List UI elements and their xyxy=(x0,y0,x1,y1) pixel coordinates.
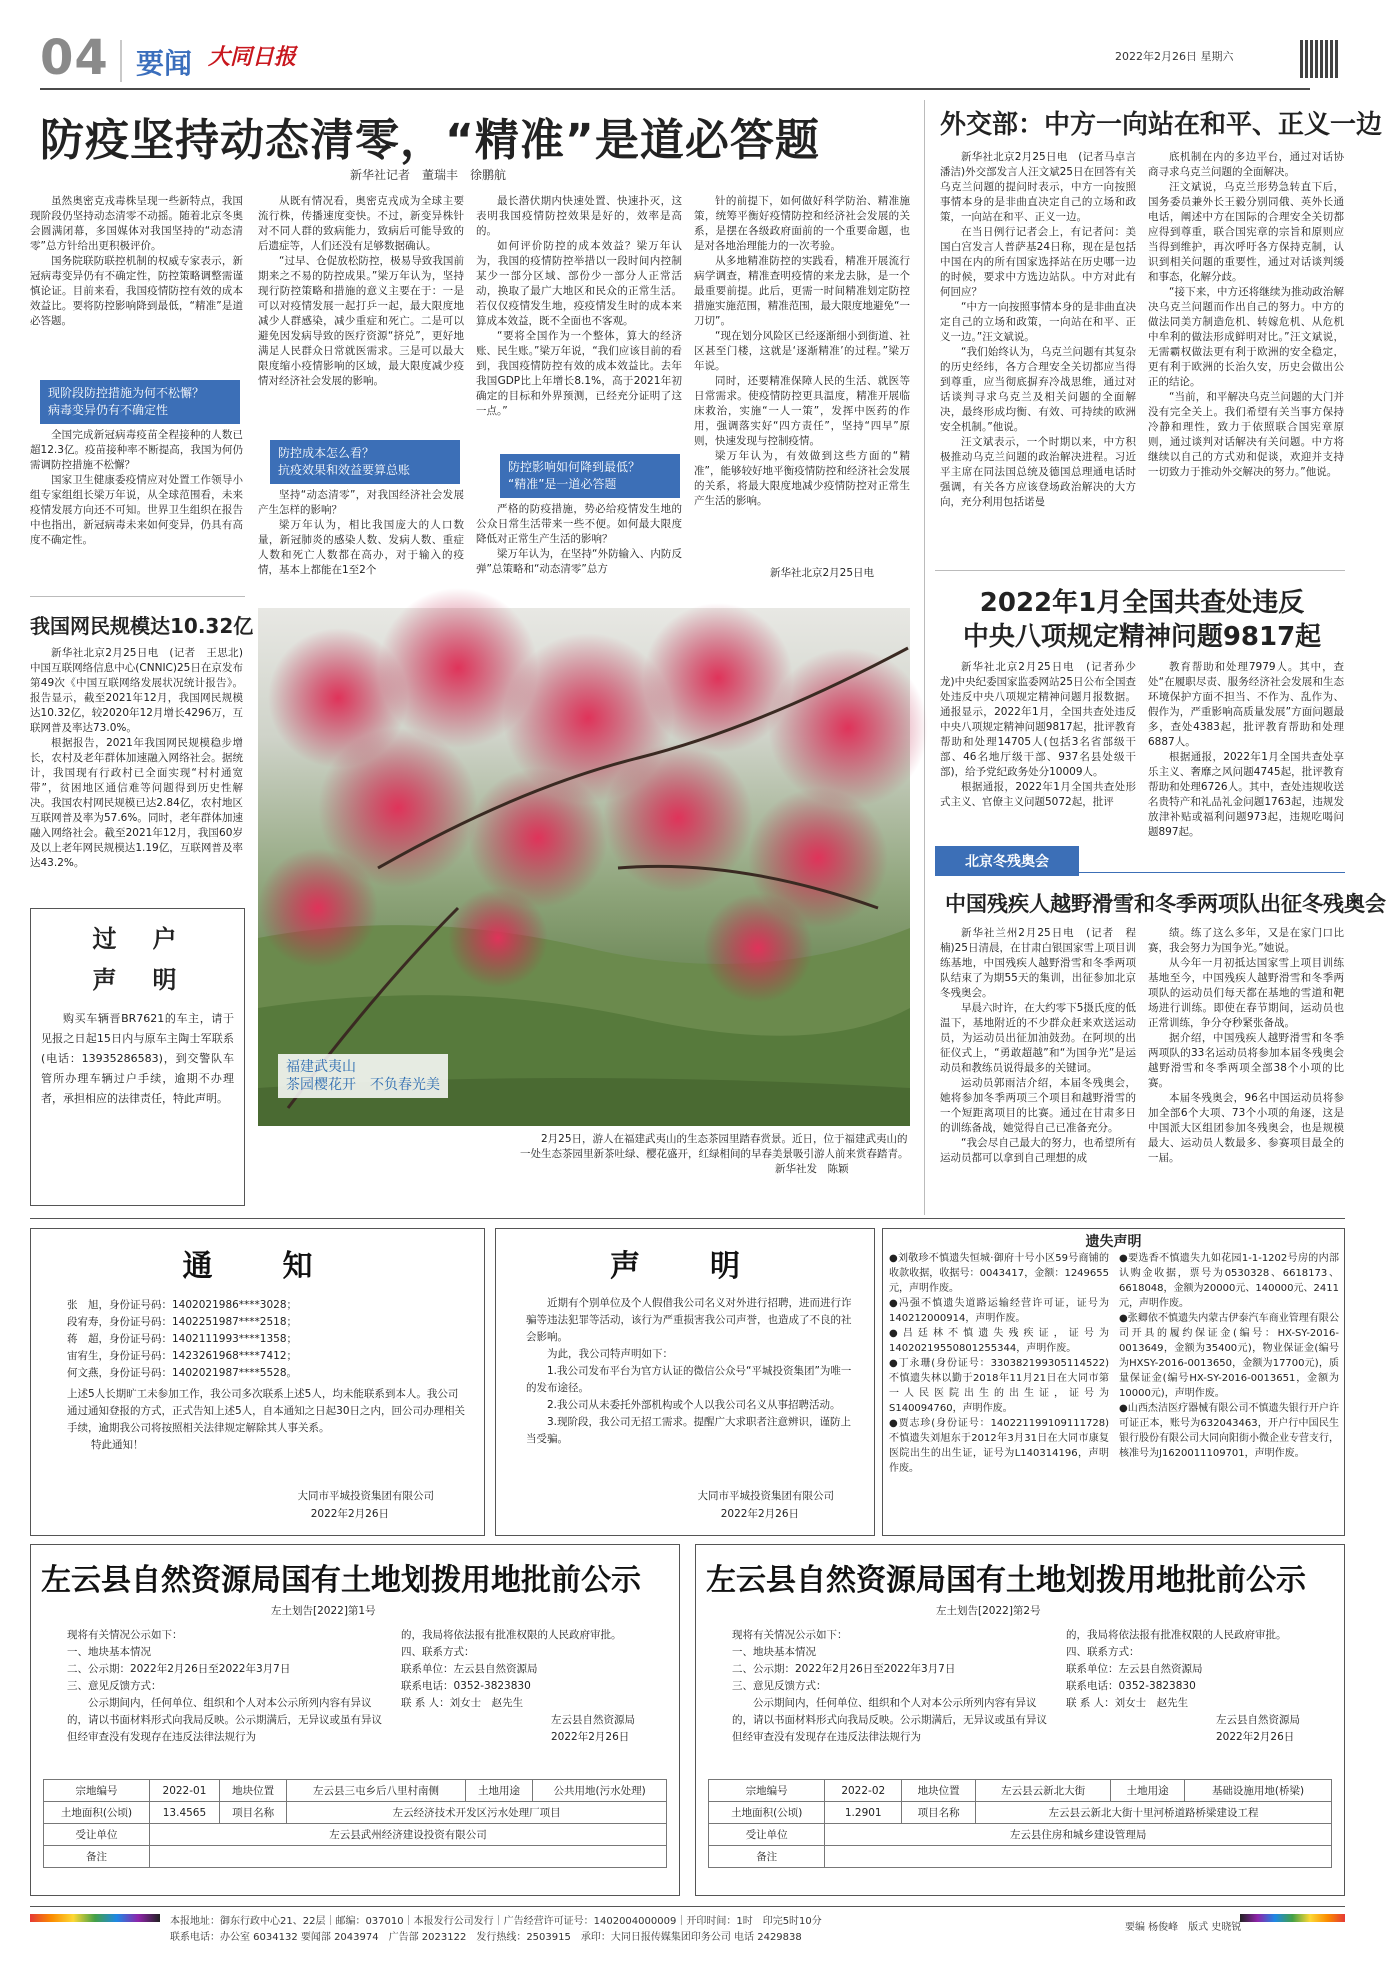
foreign-title: 外交部：中方一向站在和平、正义一边 xyxy=(940,110,1383,140)
land-notice-2 xyxy=(695,1544,1345,1896)
main-col-1b xyxy=(30,428,243,548)
land-title: 左云县自然资源局国有土地划拨用地批前公示 xyxy=(41,1563,641,1598)
land-line: 三、意见反馈方式： xyxy=(67,1680,162,1692)
table-cell: 受让单位 xyxy=(44,1824,150,1846)
paragraph: “接下来，中方还将继续为推动政治解决乌克兰问题而作出自己的努力。中方的做法同美方制造危机、转嫁危机、从危机中牟利的做法形成鲜明对比。”汪文斌说，无需霸权做法更有利于欧洲的安全稳定，更有利于欧洲的长治久安，历史会做出公正的结论。 xyxy=(1148,286,1344,388)
list-item: 蒋 超，身份证号码：1402111993****1358； xyxy=(67,1333,298,1345)
color-registration-bar xyxy=(1240,1914,1345,1922)
paragraph: 本届冬残奥会，96名中国运动员将参加全部6个大项、73个小项的角逐，这是中国派大区组团参加冬残奥会，也是规模最大、运动员人数最多、参赛项目最全的一届。 xyxy=(1148,1092,1344,1164)
subhead-box-1: 现阶段防控措施为何不松懈？ 病毒变异仍有不确定性 xyxy=(40,380,240,424)
main-dateline: 新华社北京2月25日电 xyxy=(770,567,875,579)
lost-title: 遗失声明 xyxy=(1085,1234,1142,1250)
land-line: 联系单位：左云县自然资源局 xyxy=(1066,1663,1203,1675)
photo-caption: 2月25日，游人在福建武夷山的生态茶园里踏春赏景。近日，位于福建武夷山的一处生态茶园里新茶吐绿、樱花盛开，红绿相间的早春美景吸引游人前来赏春踏青。 xyxy=(520,1133,909,1160)
paragraph: 从既有情况看，奥密克戎成为全球主要流行株，传播速度变快。不过，新变异株针对不同人群的致病能力，致病后可能导致的后遗症等，人们还没有足够数据确认。 xyxy=(258,195,464,252)
list-item: 段宥寿，身份证号码：1402251987****2518； xyxy=(67,1316,298,1328)
table-cell: 左云县武州经济建设投资有限公司 xyxy=(150,1824,667,1846)
table-cell: 左云县三屯乡后八里村南侧 xyxy=(287,1780,465,1802)
land-line: 二、公示期：2022年2月26日至2022年3月7日 xyxy=(732,1663,956,1675)
land-date: 2022年2月26日 xyxy=(551,1731,630,1743)
paragraph: 梁万年认为，在坚持“外防输入、内防反弹”总策略和“动态清零”总方 xyxy=(476,548,682,575)
paragraph: 全国完成新冠病毒疫苗全程接种的人数已超12.3亿。疫苗接种率不断提高，我国为何仍需调防控措施不松懈？ xyxy=(30,429,243,471)
paragraph: 国务院联防联控机制的权威专家表示，新冠病毒变异仍有不确定性，防控策略调整需谨慎论证。目前来看，我国疫情防控有效的成本效益比。要将防控影响降到最低，“精准”是道必答题。 xyxy=(30,255,243,327)
paragraph: 底机制在内的多边平台，通过对话协商寻求乌克兰问题的全面解决。 xyxy=(1148,151,1344,178)
land-intro: 现将有关情况公示如下： xyxy=(67,1629,183,1641)
land-line: 联系电话：0352-3823830 xyxy=(1066,1680,1196,1692)
paragraph: 坚持“动态清零”，对我国经济社会发展产生怎样的影响？ xyxy=(258,489,464,516)
statement-title: 声 明 xyxy=(610,1249,760,1284)
statement-body: 近期有个别单位及个人假借我公司名义对外进行招聘，进而进行诈骗等违法犯罪等活动，该行为严重损害我公司声誉，也造成了不良的社会影响。 xyxy=(526,1297,852,1343)
paragraph: 新华社北京2月25日电 (记者孙少龙)中央纪委国家监委网站25日公布全国查处违反中央八项规定精神问题月报数据。通报显示，2022年1月，全国共查处违反中央八项规定精神问题9817起，批评教育帮助和处理14705人(包括3名省部级干部、46名地厅级干部、937名县处级干部)，给予党纪政务处分10009人。 xyxy=(940,661,1136,778)
list-item: 1.我公司发布平台为官方认证的微信公众号“平城投资集团”为唯一的发布途径。 xyxy=(526,1365,852,1394)
paragraph: 根据通报，2022年1月全国共查处形式主义、官僚主义问题5072起，批评 xyxy=(940,781,1136,808)
land-notice-1 xyxy=(30,1544,680,1896)
winter-col-2 xyxy=(1148,926,1344,1211)
paragraph: “现在划分风险区已经逐渐细小到街道、社区甚至门楼，这就是‘逐渐精准’的过程。”梁万年说。 xyxy=(694,330,910,372)
foreign-col-1 xyxy=(940,150,1147,560)
main-col-4 xyxy=(694,194,910,570)
list-item: 3.现阶段，我公司无招工需求。提醒广大求职者注意辨识，谨防上当受骗。 xyxy=(526,1416,852,1445)
statement-body: 为此，我公司特声明如下： xyxy=(547,1348,673,1360)
newspaper-logo: 大同日报 xyxy=(208,44,297,70)
paragraph: 新华社北京2月25日电 (记者马卓言 潘洁)外交部发言人汪文斌25日在回答有关乌克兰问题的提问时表示，中方一向按照事情本身的是非曲直决定自己的立场和政策，一向站在和平、正义一边。 xyxy=(940,151,1147,223)
main-col-2 xyxy=(258,194,464,389)
notice-list xyxy=(31,1285,484,1382)
subhead-box-2: 防控成本怎么看？ 抗疫效果和效益要算总账 xyxy=(270,440,460,484)
land-line: 四、联系方式： xyxy=(1066,1646,1140,1658)
table-cell: 土地面积(公顷) xyxy=(709,1802,825,1824)
discipline-title-1: 2022年1月全国共查处违反 xyxy=(979,588,1305,618)
ad-section-rule xyxy=(30,1218,1345,1219)
photo-credit: 新华社发 陈颖 xyxy=(775,1163,849,1175)
main-article-byline: 新华社记者 董瑞丰 徐鹏航 xyxy=(350,168,507,182)
footer-rule xyxy=(30,1906,1345,1907)
paragraph: 据介绍，中国残疾人越野滑雪和冬季两项队的33名运动员将参加本届冬残奥会越野滑雪和冬季两项全部38个小项的比赛。 xyxy=(1148,1032,1344,1089)
issue-date: 2022年2月26日 星期六 xyxy=(1115,50,1234,63)
photo-caption-box xyxy=(278,1054,448,1098)
statement-box xyxy=(495,1228,875,1536)
notice-date: 2022年2月26日 xyxy=(310,1508,389,1520)
land-line: 公示期间内，任何单位、组织和个人对本公示所列内容有异议的，请以书面材料形式向我局反映。公示期满后，无异议或虽有异议但经审查没有发现存在违反法律法规行为 xyxy=(67,1697,382,1743)
paragraph: 梁万年认为，相比我国庞大的人口数量，新冠肺炎的感染人数、发病人数、重症人数和死亡人数都在高办，对于输入的疫情，基本上都能在1至2个 xyxy=(258,519,464,576)
land-sign: 左云县自然资源局 xyxy=(551,1714,635,1726)
main-col-3b xyxy=(476,502,682,577)
paragraph: 最长潜伏期内快速处置、快速扑灭，这表明我国疫情防控效果是好的，效率是高的。 xyxy=(476,195,682,237)
land-left xyxy=(732,1627,1052,1746)
list-item: 宙宥生，身份证号码：1423261968****7412； xyxy=(67,1350,298,1362)
land-right xyxy=(1066,1627,1326,1746)
statement-date: 2022年2月26日 xyxy=(720,1508,799,1520)
section-divider xyxy=(30,596,245,597)
paragraph: 从多地精准防控的实践看，精准开展流行病学调查，精准查明疫情的来龙去脉，是一个最重要前提。此后，更需一时间精准划定防控措施实施范围，精准范围，最大限度地避免“一刀切”。 xyxy=(694,255,910,327)
table-cell: 土地用途 xyxy=(465,1780,532,1802)
table-cell: 宗地编号 xyxy=(44,1780,150,1802)
paragraph: 新华社北京2月25日电 (记者 王思北)中国互联网络信息中心(CNNIC)25日在京发布第49次《中国互联网络发展状况统计报告》。报告显示，截至2021年12月，我国网民规模达10.32亿，较2020年12月增长4296万，互联网普及率达73.0%。 xyxy=(30,647,243,734)
notice-title: 通 知 xyxy=(182,1249,333,1284)
land-left xyxy=(67,1627,387,1746)
list-item: 张 旭，身份证号码：1402021986****3028； xyxy=(67,1299,298,1311)
lost-col-1 xyxy=(889,1251,1109,1533)
table-cell: 土地面积(公顷) xyxy=(44,1802,150,1824)
table-cell: 1.2901 xyxy=(825,1802,902,1824)
main-article-title: 防疫坚持动态清零，“精准”是道必答题 xyxy=(40,115,820,166)
list-item: ●刘敬珍不慎遗失恒城·御府十号小区59号商铺的收款收据，收据号：0043417，金额：1249655元，声明作废。 xyxy=(889,1253,1109,1294)
list-item: ●吕廷林不慎遗失残疾证，证号为14020219550801255344，声明作废。 xyxy=(889,1328,1109,1354)
paragraph: 根据通报，2022年1月全国共查处享乐主义、奢靡之风问题4745起，批评教育帮助和处理6726人。其中，查处违规收送名贵特产和礼品礼金问题1763起，违规发放津补贴或福利问题973起，违规吃喝问题897起。 xyxy=(1148,751,1344,838)
discipline-title-2: 中央八项规定精神问题9817起 xyxy=(962,622,1322,652)
land-line: 联 系 人：刘女士 赵先生 xyxy=(401,1697,524,1709)
main-col-1 xyxy=(30,194,243,329)
paragraph: “我们始终认为，乌克兰问题有其复杂的历史经纬，各方合理安全关切都应当得到尊重，应当彻底摒弃冷战思维，通过对话谈判寻求乌克兰及相关问题的全面解决，最终形成均衡、有效、可持续的欧洲安全机制。”他说。 xyxy=(940,346,1136,433)
paragraph: “要将全国作为一个整体，算大的经济账、民生账。”梁万年说，“我们应该目前的看到，我国疫情防控有效的成本效益比。去年我国GDP比上年增长8.1%，高于2021年初确定的目标和外界预测，已经充分证明了这一点。” xyxy=(476,330,682,417)
footer-editor: 要编 杨俊峰 版式 史晓锐 xyxy=(1125,1922,1242,1933)
list-item: 2.我公司从未委托外部机构或个人以我公司名义从事招聘活动。 xyxy=(547,1399,841,1411)
subhead-box-3: 防控影响如何降到最低？ “精准”是一道必答题 xyxy=(500,454,680,498)
paragraph: “当前，和平解决乌克兰问题的大门并没有完全关上。我们希望有关当事方保持冷静和理性，致力于依照联合国宪章原则，通过谈判对话解决有关问题。中方将继续以自己的方式劝和促谈，欢迎并支持一切致力于推动外交解决的努力。”他说。 xyxy=(1148,391,1344,478)
land-line: 公示期间内，任何单位、组织和个人对本公示所列内容有异议的，请以书面材料形式向我局反映。公示期满后，无异议或虽有异议但经审查没有发现存在违反法律法规行为 xyxy=(732,1697,1047,1743)
table-cell: 左云县云新北大街十里河桥道路桥梁建设工程 xyxy=(976,1802,1332,1824)
notice-body: 上述5人长期旷工未参加工作，我公司多次联系上述5人，均未能联系到本人。我公司通过通知登报的方式，正式告知上述5人，自本通知之日起30日之内，回公司办理相关手续，逾期我公司将按照相关法律规定解除其人事关系。 xyxy=(67,1388,466,1434)
land-table xyxy=(708,1779,1332,1868)
land-line: 的，我局将依法报有批准权限的人民政府审批。 xyxy=(401,1629,622,1641)
photo-illustration xyxy=(258,608,910,1126)
land-line: 三、意见反馈方式： xyxy=(732,1680,827,1692)
table-cell: 2022-01 xyxy=(150,1780,220,1802)
table-cell: 公共用地(污水处理) xyxy=(533,1780,667,1802)
land-intro: 现将有关情况公示如下： xyxy=(732,1629,848,1641)
paragraph: 早晨六时许，在大约零下5摄氏度的低温下，基地附近的不少群众赶来欢送运动员，为运动员出征加油鼓劲。在阿坝的出征仪式上，“勇敢超越”和“为国争光”是运动员和教练员说得最多的关键词。 xyxy=(940,1002,1136,1074)
list-item: 何文燕，身份证号码：1402021987****5528。 xyxy=(67,1367,298,1379)
paragraph: 国家卫生健康委疫情应对处置工作领导小组专家组组长梁万年说，从全球范围看，未来疫情发展方向还不可知。世界卫生组织在报告中也指出，新冠病毒未来如何变异，仍具有高度不确定性。 xyxy=(30,474,243,546)
land-date: 2022年2月26日 xyxy=(1216,1731,1295,1743)
transfer-body: 购买车辆晋BR7621的车主，请于见报之日起15日内与原车主陶士军联系(电话：13935286583)，到交警队车管所办理车辆过户手续，逾期不办理者，承担相应的法律责任，特此声明。 xyxy=(41,1012,234,1105)
list-item: ●要选香不慎遗失九如花园1-1-1202号房的内部认购金收据，票号为0530328、6618173、6618048，金额为20000元、140000元、2411元，声明作废。 xyxy=(1119,1253,1339,1309)
paragraph: 针的前提下，如何做好科学防治、精准施策，统筹平衡好疫情防控和经济社会发展的关系，是摆在各级政府面前的一个重要命题，也是对各地治理能力的一次考验。 xyxy=(694,195,910,252)
paragraph: 汪文斌说，乌克兰形势急转直下后，国务委员兼外长王毅分别同俄、英外长通电话，阐述中方在国际的合理安全关切都应得到尊重，联合国宪章的宗旨和原则应当得到维护，再次呼吁各方保持克制，认识到相关问题的重要性，通过对话谈判缓和事态，化解分歧。 xyxy=(1148,181,1344,283)
land-line: 联系单位：左云县自然资源局 xyxy=(401,1663,538,1675)
column-divider xyxy=(924,100,925,1215)
main-col-2b xyxy=(258,488,464,578)
paragraph: 从今年一月初抵达国家雪上项目训练基地至今，中国残疾人越野滑雪和冬季两项队的运动员们每天都在基地的雪道和靶场进行训练。即使在春节期间，运动员也正常训练，争分夺秒紧张备战。 xyxy=(1148,957,1344,1029)
paragraph: 虽然奥密克戎毒株呈现一些新特点，我国现阶段仍坚持动态清零不动摇。随着北京冬奥会圆满闭幕，多国媒体对我国坚持的“动态清零”总方针给出更积极评价。 xyxy=(30,195,243,252)
table-cell: 左云县住房和城乡建设管理局 xyxy=(825,1824,1332,1846)
paragraph: 梁万年认为，有效做到这些方面的“精准”，能够较好地平衡疫情防控和经济社会发展的关系，将最大限度地减少疫情防控对正常生产生活的影响。 xyxy=(694,450,910,507)
land-line: 一、地块基本情况 xyxy=(732,1646,816,1658)
list-item: ●张卿依不慎遗失内蒙古伊泰汽车商业管理有限公司开具的履约保证金(编号：HX-SY-2016-0013649，金额为35400元)，物业保证金(编号为HXSY-2016-0013650，金额为17700元)，质量保证金(编号HX-SY-2016-0013651，金额为10000元)，声明作废。 xyxy=(1119,1313,1339,1399)
paragraph: 运动员郭雨洁介绍，本届冬残奥会，她将参加冬季两项三个项目和越野滑雪的一个短距离项目的比赛。通过在甘肃多日的训练备战，她觉得自己已准备充分。 xyxy=(940,1077,1136,1134)
page-number: 04 xyxy=(40,30,109,86)
paragraph: 在当日例行记者会上，有记者问：美国白宫发言人普萨基24日称，现在是包括中国在内的所有国家选择站在历史哪一边的时候，要求中方选边站队。中方对此有何回应？ xyxy=(940,226,1136,298)
table-cell: 项目名称 xyxy=(902,1802,976,1824)
table-cell: 受让单位 xyxy=(709,1824,825,1846)
netizens-title: 我国网民规模达10.32亿 xyxy=(30,614,254,638)
table-cell: 地块位置 xyxy=(902,1780,976,1802)
paragraph: “过早、仓促放松防控，极易导致我国前期来之不易的防控成果。”梁万年认为，坚持现行防控策略和措施的意义主要在于：一是可以对疫情发展一起打乒一起，最大限度地减少人群感染，减少重症和死亡。二是可以避免因发病导致的医疗资源“挤兑”，更好地满足人民群众日常就医需求。三是可以最大限度缩小疫情影响的区域，最大限度减少疫情对经济社会发展的影响。 xyxy=(258,255,464,387)
land-subtitle: 左土划告[2022]第1号 xyxy=(271,1605,376,1617)
land-line: 联系电话：0352-3823830 xyxy=(401,1680,531,1692)
table-cell: 13.4565 xyxy=(150,1802,220,1824)
table-cell xyxy=(825,1846,1332,1868)
table-cell xyxy=(150,1846,667,1868)
paragraph: 绩。练了这么多年，又是在家门口比赛，我会努力为国争光。”她说。 xyxy=(1148,927,1344,954)
land-line: 一、地块基本情况 xyxy=(67,1646,151,1658)
transfer-box xyxy=(30,908,245,1206)
blossom-cluster xyxy=(258,588,928,1003)
list-item: ●山西杰洁医疗器械有限公司不慎遗失银行开户许可证正本，账号为632043463，开户行中国民生银行股份有限公司大同向阳街小微企业专营支行，核准号为J1620011109701，声明作废。 xyxy=(1119,1403,1339,1459)
lost-col-2 xyxy=(1119,1251,1339,1533)
paragraph: 严格的防疫措施，势必给疫情发生地的公众日常生活带来一些不便。如何最大限度降低对正常生产生活的影响？ xyxy=(476,503,682,545)
transfer-title-2: 声 明 xyxy=(92,966,183,994)
list-item: ●贾志珍(身份证号：140221199109111728)不慎遗失刘旭东于2012年3月31日在大同市康复医院出生的出生证，证号为L140314196，声明作废。 xyxy=(889,1418,1109,1474)
section-name: 要闻 xyxy=(136,47,193,80)
paragraph: 如何评价防控的成本效益？梁万年认为，我国的疫情防控举措以一段时间内控制某少一部分区域、部份少一部分人正常活动，换取了最广大地区和民众的正常生活。若仅仅疫情发生地，疫疫情发生时的成本来算成本效益，既不全面也不客观。 xyxy=(476,240,682,327)
photo-caption-line-2: 茶园樱花开 不负春光美 xyxy=(286,1077,440,1093)
land-line: 的，我局将依法报有批准权限的人民政府审批。 xyxy=(1066,1629,1287,1641)
transfer-title-1: 过 户 xyxy=(92,925,183,953)
list-item: ●冯强不慎遗失道路运输经营许可证，证号为140212000914，声明作废。 xyxy=(889,1298,1109,1324)
land-line: 四、联系方式： xyxy=(401,1646,475,1658)
land-table xyxy=(43,1779,667,1868)
paragraph: 新华社兰州2月25日电 (记者 程楠)25日清晨，在甘肃白银国家雪上项目训练基地，中国残疾人越野滑雪和冬季两项队结束了为期55天的集训，出征参加北京冬残奥会。 xyxy=(940,927,1136,999)
main-col-3 xyxy=(476,194,682,419)
tag-rule xyxy=(935,872,1345,873)
list-item: ●丁永珊(身份证号：330382199305114522)不慎遗失林以勤于2018年11月21日在大同市第一人民医院出生的出生证，证号为S140094760，声明作废。 xyxy=(889,1358,1109,1414)
table-cell: 宗地编号 xyxy=(709,1780,825,1802)
discipline-col-2 xyxy=(1148,660,1344,840)
land-line: 二、公示期：2022年2月26日至2022年3月7日 xyxy=(67,1663,291,1675)
paragraph: 教育帮助和处理7979人。其中，查处“在履职尽责、服务经济社会发展和生态环境保护方面不担当、不作为、乱作为、假作为，严重影响高质量发展”方面问题最多，查处4383起，批评教育帮助和处理6887人。 xyxy=(1148,661,1344,748)
table-cell: 备注 xyxy=(709,1846,825,1868)
land-title: 左云县自然资源局国有土地划拨用地批前公示 xyxy=(706,1563,1306,1598)
table-cell: 备注 xyxy=(44,1846,150,1868)
paragraph: 同时，还要精准保障人民的生活、就医等日常需求。使疫情防控更具温度，精准开展临床救治，实施“一人一策”，发挥中医药的作用，强调落实好“四方责任”，坚持“四早”原则，快速发现与控制疫情。 xyxy=(694,375,910,447)
table-cell: 左云县云新北大街 xyxy=(976,1780,1111,1802)
photo-caption-line-1: 福建武夷山 xyxy=(286,1059,356,1075)
header-separator xyxy=(120,40,122,82)
land-right xyxy=(401,1627,661,1746)
table-cell: 2022-02 xyxy=(825,1780,902,1802)
land-line: 联 系 人：刘女士 赵先生 xyxy=(1066,1697,1189,1709)
table-cell: 左云经济技术开发区污水处理厂项目 xyxy=(287,1802,667,1824)
paragraph: “我会尽自己最大的努力，也希望所有运动员都可以拿到自己理想的成 xyxy=(940,1137,1136,1164)
table-cell: 项目名称 xyxy=(219,1802,286,1824)
netizens-body xyxy=(30,646,243,896)
discipline-col-1 xyxy=(940,660,1136,840)
table-cell: 土地用途 xyxy=(1111,1780,1185,1802)
qr-code-icon xyxy=(1300,40,1338,78)
notice-sign: 大同市平城投资集团有限公司 xyxy=(297,1490,434,1502)
color-registration-bar xyxy=(30,1914,160,1922)
footer-line-2: 联系电话：办公室 6034132 要闻部 2043974 广告部 2023122 发行热线：2503915 承印：大同日报传媒集团印务公司 电话 2429838 xyxy=(170,1932,802,1943)
footer-line-1: 本报地址：御东行政中心21、22层｜邮编：037010｜本报发行公司发行｜广告经营许可证号：1402004000009｜开印时间：1时 印完5时10分 xyxy=(170,1916,822,1927)
table-cell: 地块位置 xyxy=(219,1780,286,1802)
paragraph: 汪文斌表示，一个时期以来，中方积极推动乌克兰问题的政治解决进程。习近平主席在同法国总统及德国总理通电话时强调，有关各方应该登场政治解决的大方向，充分利用包括诺曼 xyxy=(940,436,1136,508)
paragraph: 根据报告，2021年我国网民规模稳步增长，农村及老年群体加速融入网络社会。据统计，我国现有行政村已全面实现“村村通宽带”，贫困地区通信难等问题得到历史性解决。我国农村网民规模已达2.84亿，农村地区互联网普及率为57.6%。同时，老年群体加速融入网络社会。截至2021年12月，我国60岁及以上老年网民规模达1.19亿，互联网普及率达43.2%。 xyxy=(30,737,243,869)
table-cell: 基础设施用地(桥梁) xyxy=(1185,1780,1332,1802)
notice-box xyxy=(30,1228,485,1536)
foreign-col-2 xyxy=(1148,150,1344,560)
section-divider xyxy=(935,570,1345,571)
winter-tag: 北京冬残奥会 xyxy=(935,846,1079,876)
winter-col-1 xyxy=(940,926,1136,1211)
paragraph: “中方一向按照事情本身的是非曲直决定自己的立场和政策，一向站在和平、正义一边。”汪文斌说。 xyxy=(940,301,1136,343)
winter-title: 中国残疾人越野滑雪和冬季两项队出征冬残奥会 xyxy=(945,892,1386,916)
notice-end: 特此通知！ xyxy=(91,1439,144,1451)
land-subtitle: 左土划告[2022]第2号 xyxy=(936,1605,1041,1617)
header-rule xyxy=(40,88,1310,90)
land-sign: 左云县自然资源局 xyxy=(1216,1714,1300,1726)
statement-sign: 大同市平城投资集团有限公司 xyxy=(697,1490,834,1502)
cherry-blossom-photo xyxy=(258,608,910,1126)
lost-box xyxy=(882,1228,1345,1536)
